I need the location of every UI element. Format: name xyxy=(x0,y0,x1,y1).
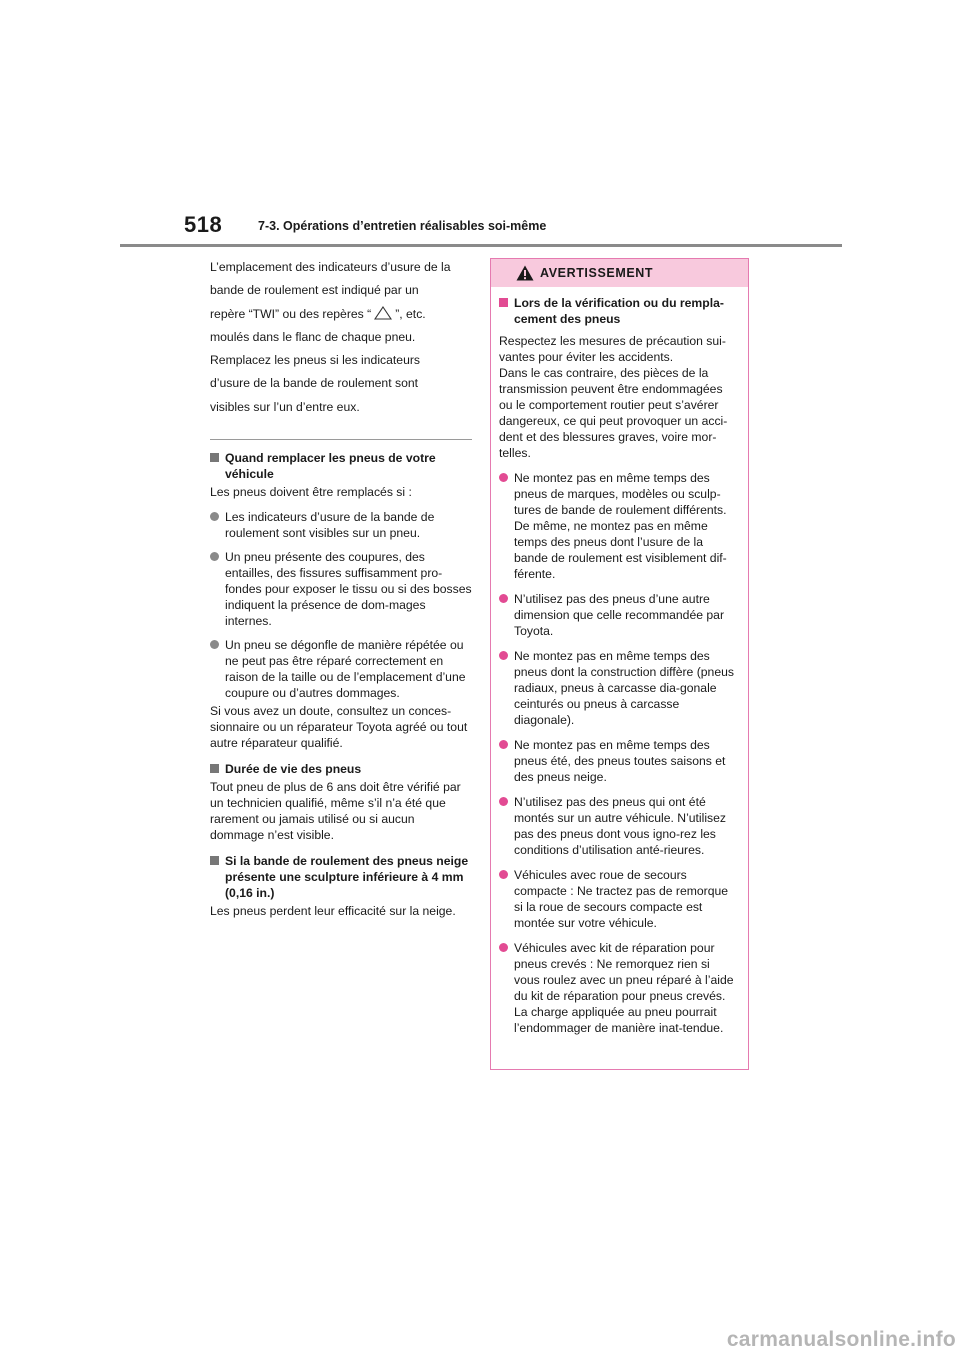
intro-line: Remplacez les pneus si les indicateurs xyxy=(210,353,420,368)
section-heading-when-replace: Quand remplacer les pneus de votre véhicule xyxy=(210,450,472,482)
round-bullet-icon xyxy=(210,640,219,649)
warning-triangle-icon xyxy=(516,265,534,281)
square-bullet-icon xyxy=(210,453,219,462)
warning-text xyxy=(499,333,738,461)
intro-line-part: repère “TWI” ou des repères “ xyxy=(210,306,372,321)
warning-paragraph: Respectez les mesures de précaution sui-vantes pour éviter les accidents. xyxy=(499,334,726,364)
warning-title: AVERTISSEMENT xyxy=(540,266,654,280)
warning-list-item: Ne montez pas en même temps des pneus été, des pneus toutes saisons et des pneus neige. xyxy=(499,737,738,785)
tread-wear-triangle-icon xyxy=(374,306,392,320)
round-bullet-icon xyxy=(499,797,508,806)
warning-list-item: N’utilisez pas des pneus d’une autre dimension que celle recommandée par Toyota. xyxy=(499,591,738,639)
round-bullet-icon xyxy=(210,552,219,561)
round-bullet-icon xyxy=(499,740,508,749)
intro-line-part: ”, etc. xyxy=(395,306,426,321)
section-divider xyxy=(210,439,472,440)
list-item: Un pneu se dégonfle de manière répétée ou ne peut pas être réparé correctement en raison de la taille ou de l’emplacement d’une coupure ou d’autres dommages. xyxy=(210,637,472,701)
intro-line: bande de roulement est indiqué par un xyxy=(210,283,419,298)
header-rule xyxy=(120,244,842,247)
warning-box xyxy=(490,258,749,1070)
square-bullet-icon xyxy=(499,298,508,307)
round-bullet-icon xyxy=(499,473,508,482)
section-text: Tout pneu de plus de 6 ans doit être vérifié par un technicien qualifié, même s’il n’a été que rarement ou jamais utilisé ou si aucun dommage n’est visible. xyxy=(210,780,461,843)
chapter-title: 7-3. Opérations d’entretien réalisables soi-même xyxy=(258,219,547,233)
section-heading-snow-tires: Si la bande de roulement des pneus neige présente une sculpture inférieure à 4 mm (0,16 in.) xyxy=(210,853,472,901)
list-item: Un pneu présente des coupures, des entailles, des fissures suffisamment pro-fondes pour exposer le tissu ou si des bosses indiquent la présence de dom-mages internes. xyxy=(210,549,472,629)
watermark: carmanualsonline.info xyxy=(726,1328,956,1351)
warning-list-item: N’utilisez pas des pneus qui ont été montés sur un autre véhicule. N’utilisez pas des pneus dont vous igno-rez les conditions d’utilisation anté-rieures. xyxy=(499,794,738,858)
warning-list-item: Ne montez pas en même temps des pneus de marques, modèles ou sculp-tures de bande de roulement différents. De même, ne montez pas en même temps des pneus dont l’usure de la bande de roulement est visiblement dif-férente. xyxy=(499,470,738,582)
intro-line: L’emplacement des indicateurs d’usure de la xyxy=(210,260,451,274)
warning-paragraph: Dans le cas contraire, des pièces de la transmission peuvent être endommagées ou le comportement routier peut s’avérer dangereux, ce qui peut provoquer un acci-dent et des blessures graves, voire mor-telles. xyxy=(499,366,728,460)
intro-line: moulés dans le flanc de chaque pneu. xyxy=(210,329,416,344)
section-text: Les pneus doivent être remplacés si : xyxy=(210,485,412,500)
warning-header xyxy=(491,259,748,287)
list-item: Les indicateurs d’usure de la bande de roulement sont visibles sur un pneu. xyxy=(210,509,472,541)
warning-list-item: Véhicules avec roue de secours compacte : Ne tractez pas de remorque si la roue de secours compacte est montée sur votre véhicule. xyxy=(499,867,738,931)
section-note: Si vous avez un doute, consultez un conces-sionnaire ou un réparateur Toyota agréé ou tout autre réparateur qualifié. xyxy=(210,704,468,751)
square-bullet-icon xyxy=(210,856,219,865)
round-bullet-icon xyxy=(499,870,508,879)
section-heading-tire-life: Durée de vie des pneus xyxy=(210,761,472,777)
intro-line: d’usure de la bande de roulement sont xyxy=(210,376,419,391)
round-bullet-icon xyxy=(499,651,508,660)
section-text: Les pneus perdent leur efficacité sur la neige. xyxy=(210,904,456,919)
warning-list-item: Véhicules avec kit de réparation pour pneus crevés : Ne remorquez rien si vous roulez avec un pneu réparé à l’aide du kit de réparation pour pneus crevés. La charge appliquée au pneu pourrait l’endommager de manière inat-tendue. xyxy=(499,940,738,1036)
round-bullet-icon xyxy=(499,943,508,952)
round-bullet-icon xyxy=(210,512,219,521)
page-number: 518 xyxy=(184,212,223,237)
left-column xyxy=(210,258,472,928)
warning-body xyxy=(491,287,748,1036)
warning-list-item: Ne montez pas en même temps des pneus dont la construction diffère (pneus radiaux, pneus à carcasse dia-gonale ceinturés ou pneus à carcasse diagonale). xyxy=(499,648,738,728)
intro-line xyxy=(210,305,472,324)
warning-heading: Lors de la vérification ou du rempla-cement des pneus xyxy=(499,295,738,327)
square-bullet-icon xyxy=(210,764,219,773)
intro-line: visibles sur l’un d’entre eux. xyxy=(210,399,360,414)
intro-text xyxy=(210,258,472,417)
round-bullet-icon xyxy=(499,594,508,603)
